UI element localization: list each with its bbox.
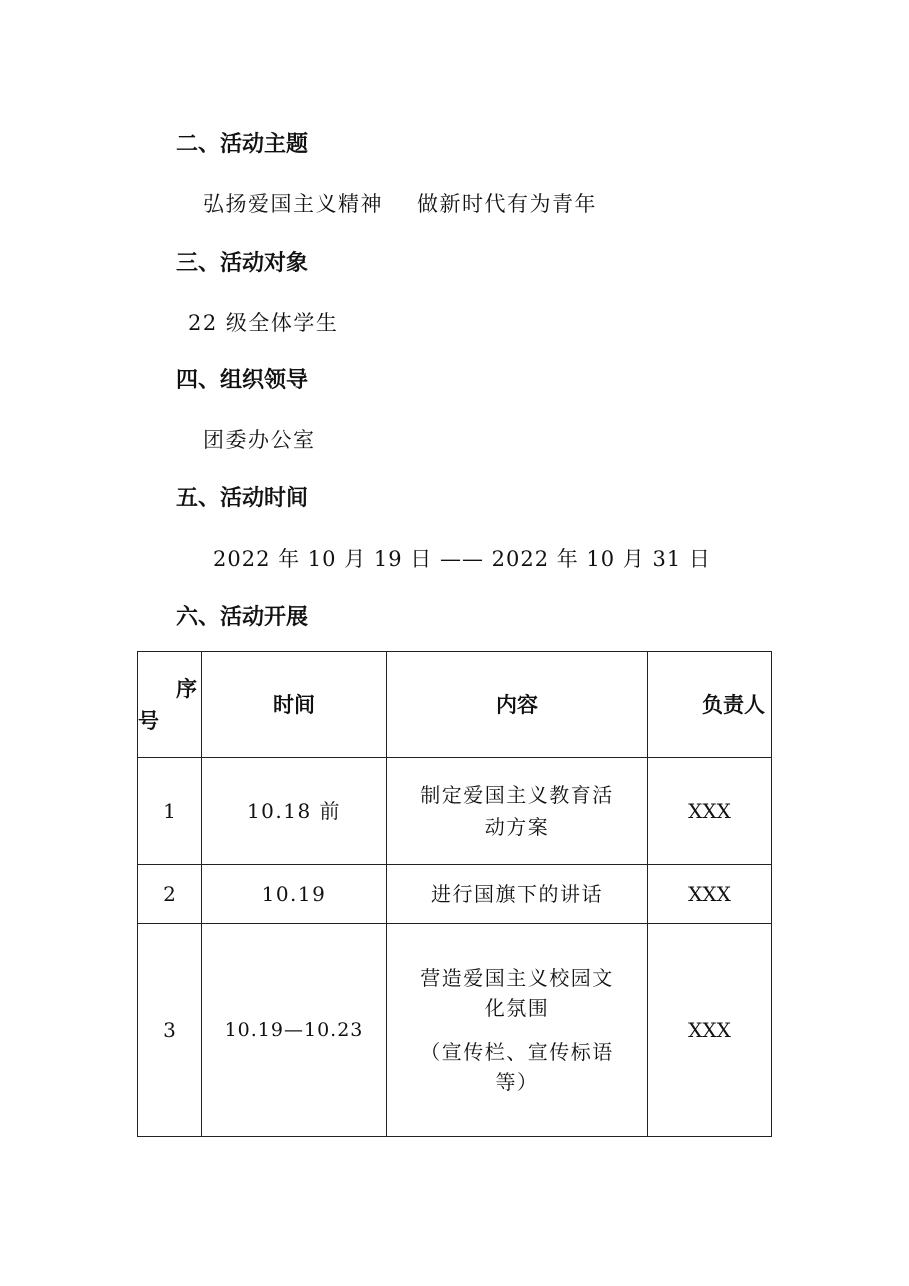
- row-seq: 1: [138, 758, 202, 865]
- table-header-row: [138, 652, 772, 758]
- organizer-text: 团委办公室: [203, 428, 316, 452]
- row-owner: XXX: [648, 865, 772, 924]
- row-content-line: 制定爱国主义教育活: [420, 783, 614, 807]
- row-time: 10.19: [202, 865, 387, 924]
- section-heading-schedule: 六、活动开展: [176, 605, 309, 630]
- row-content: [387, 758, 648, 865]
- table-row: [138, 758, 772, 865]
- row-content: [387, 924, 648, 1137]
- row-seq: 2: [138, 865, 202, 924]
- table-row: [138, 865, 772, 924]
- row-owner: XXX: [648, 758, 772, 865]
- header-seq-line2: 号: [138, 708, 159, 733]
- theme-text: [203, 189, 597, 219]
- header-time: 时间: [202, 652, 387, 758]
- section-heading-audience: 三、活动对象: [176, 251, 309, 276]
- row-content-line: 进行国旗下的讲话: [431, 882, 603, 906]
- table-row: [138, 924, 772, 1137]
- row-time: 10.19—10.23: [202, 924, 387, 1137]
- header-owner: 负责人: [648, 652, 772, 758]
- theme-text-part2: 做新时代有为青年: [417, 192, 597, 216]
- header-seq: [138, 652, 202, 758]
- section-heading-organizer: 四、组织领导: [176, 368, 309, 393]
- row-content-line: 化氛围: [484, 996, 550, 1020]
- row-owner: XXX: [648, 924, 772, 1137]
- section-heading-time: 五、活动时间: [176, 486, 309, 511]
- row-content-line: （宣传栏、宣传标语: [420, 1040, 614, 1064]
- row-seq: 3: [138, 924, 202, 1137]
- section-heading-theme: 二、活动主题: [176, 132, 309, 157]
- theme-text-part1: 弘扬爱国主义精神: [203, 192, 383, 216]
- row-content-line: 等）: [495, 1070, 539, 1094]
- audience-text: 22 级全体学生: [188, 311, 339, 335]
- row-time: 10.18 前: [202, 758, 387, 865]
- time-text: 2022 年 10 月 19 日 —— 2022 年 10 月 31 日: [213, 547, 711, 571]
- schedule-table: [137, 651, 772, 1137]
- row-content-line: 营造爱国主义校园文: [420, 966, 614, 990]
- row-content: [387, 865, 648, 924]
- row-content-line: 动方案: [484, 815, 550, 839]
- header-content: 内容: [387, 652, 648, 758]
- header-seq-line1: 序: [176, 676, 197, 701]
